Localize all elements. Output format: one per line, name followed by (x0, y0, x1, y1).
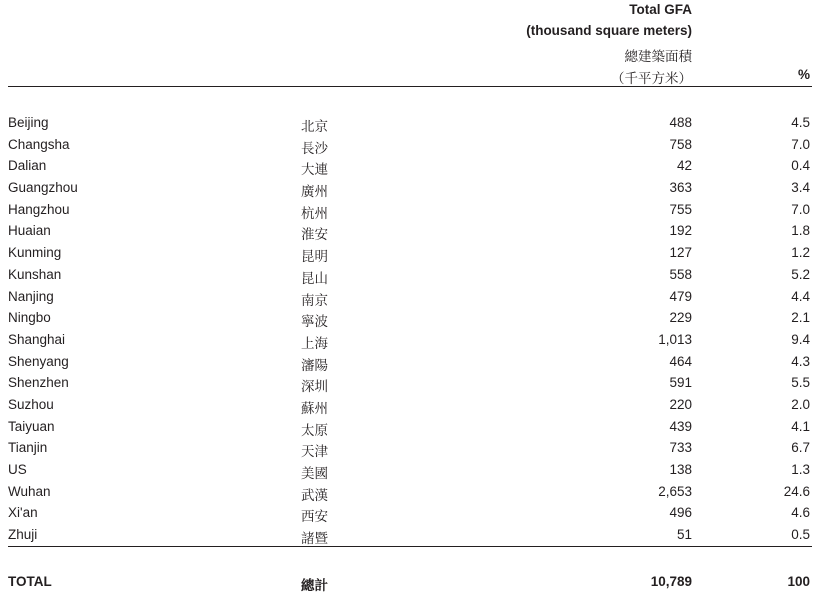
percent-value: 9.4 (791, 331, 810, 347)
city-name-cn: 西安 (301, 509, 328, 525)
table-row (0, 113, 820, 135)
percent-value: 0.4 (791, 158, 810, 174)
percent-value: 1.2 (791, 245, 810, 261)
table-row (0, 417, 820, 439)
percent-value: 1.8 (791, 223, 810, 239)
gfa-value: 464 (669, 353, 692, 369)
city-name-en: Guangzhou (8, 180, 78, 196)
gfa-value: 496 (669, 505, 692, 521)
gfa-value: 1,013 (658, 331, 692, 347)
table-row (0, 265, 820, 287)
gfa-header-line2: (thousand square meters) (526, 23, 692, 38)
total-label-cn: 總計 (301, 578, 328, 593)
gfa-value: 479 (669, 288, 692, 304)
gfa-value: 488 (669, 115, 692, 130)
gfa-value: 733 (669, 440, 692, 456)
city-name-en: Changsha (8, 136, 70, 152)
percent-value: 6.7 (791, 440, 810, 456)
percent-value: 7.0 (791, 201, 810, 217)
city-name-cn: 北京 (301, 119, 328, 134)
city-name-cn: 南京 (301, 292, 328, 308)
percent-value: 2.1 (791, 310, 810, 326)
gfa-value: 220 (669, 396, 692, 412)
city-name-en: Tianjin (8, 440, 48, 456)
city-name-en: Zhuji (8, 527, 38, 543)
city-name-cn: 蘇州 (301, 400, 328, 416)
percent-value: 4.5 (791, 115, 810, 130)
table-row (0, 178, 820, 200)
gfa-value: 2,653 (658, 483, 692, 499)
city-name-en: Huaian (8, 223, 51, 239)
gfa-value: 558 (669, 266, 692, 282)
table-row (0, 482, 820, 504)
percent-value: 5.5 (791, 375, 810, 391)
city-name-en: Shenyang (8, 353, 69, 369)
gfa-value: 755 (669, 201, 692, 217)
table-row (0, 352, 820, 374)
table-row (0, 221, 820, 243)
table-row (0, 243, 820, 265)
percent-value: 3.4 (791, 180, 810, 196)
table-row (0, 373, 820, 395)
header-rule (8, 86, 812, 87)
gfa-value: 192 (669, 223, 692, 239)
total-pct: 100 (787, 574, 810, 589)
table-row (0, 503, 820, 525)
city-name-cn: 淮安 (301, 227, 328, 243)
percent-value: 5.2 (791, 266, 810, 282)
gfa-value: 591 (669, 375, 692, 391)
city-name-cn: 武漢 (301, 487, 328, 503)
city-name-cn: 長沙 (301, 140, 328, 156)
total-label-en: TOTAL (8, 574, 52, 589)
gfa-value: 127 (669, 245, 692, 261)
city-name-en: Suzhou (8, 396, 54, 412)
table-row (0, 135, 820, 157)
city-name-en: Shenzhen (8, 375, 69, 391)
table-row (0, 308, 820, 330)
city-name-en: Shanghai (8, 331, 66, 347)
city-name-cn: 大連 (301, 162, 328, 178)
table-row (0, 287, 820, 309)
gfa-header-line3: 總建築面積 (624, 49, 692, 64)
percent-value: 1.3 (791, 462, 810, 477)
table-row (0, 460, 820, 482)
city-name-en: Kunshan (8, 266, 62, 282)
gfa-value: 229 (669, 310, 692, 326)
city-name-cn: 天津 (301, 444, 328, 460)
table-row (0, 156, 820, 178)
gfa-value: 363 (669, 180, 692, 196)
city-name-cn: 杭州 (301, 205, 328, 221)
percent-value: 24.6 (783, 483, 810, 499)
city-name-en: Beijing (8, 115, 49, 130)
city-name-cn: 昆明 (301, 249, 328, 265)
percent-value: 2.0 (791, 396, 810, 412)
gfa-value: 758 (669, 136, 692, 152)
total-gfa: 10,789 (650, 574, 692, 589)
percent-header: % (797, 67, 810, 82)
city-name-en: US (8, 462, 27, 477)
percent-value: 4.4 (791, 288, 810, 304)
city-name-en: Nanjing (8, 288, 54, 304)
city-name-cn: 深圳 (301, 379, 328, 395)
total-rule (8, 546, 812, 547)
gfa-header-line1: Total GFA (629, 2, 692, 17)
city-name-en: Hangzhou (8, 201, 70, 217)
total-row (0, 574, 820, 592)
percent-value: 4.3 (791, 353, 810, 369)
gfa-value: 42 (676, 158, 692, 174)
table-row (0, 525, 820, 547)
gfa-header-line4: （千平方米） (611, 71, 692, 86)
percent-value: 7.0 (791, 136, 810, 152)
city-name-cn: 美國 (301, 466, 328, 481)
percent-value: 4.1 (791, 418, 810, 434)
city-name-cn: 上海 (301, 335, 328, 351)
table-row (0, 330, 820, 352)
city-name-en: Ningbo (8, 310, 51, 326)
city-name-en: Xi'an (8, 505, 38, 521)
city-name-en: Kunming (8, 245, 62, 261)
city-name-cn: 昆山 (301, 270, 328, 286)
city-name-en: Taiyuan (8, 418, 55, 434)
table-row (0, 200, 820, 222)
city-name-cn: 瀋陽 (301, 357, 328, 373)
city-name-en: Wuhan (8, 483, 51, 499)
city-name-cn: 太原 (301, 422, 328, 438)
city-name-cn: 諸暨 (301, 531, 328, 547)
city-name-cn: 寧波 (301, 314, 328, 330)
percent-value: 4.6 (791, 505, 810, 521)
gfa-value: 439 (669, 418, 692, 434)
table-row (0, 395, 820, 417)
city-name-cn: 廣州 (301, 184, 328, 200)
gfa-value: 51 (676, 527, 692, 543)
percent-value: 0.5 (791, 527, 810, 543)
table-row (0, 438, 820, 460)
city-table-body (0, 113, 820, 547)
city-name-en: Dalian (8, 158, 47, 174)
gfa-value: 138 (669, 462, 692, 477)
